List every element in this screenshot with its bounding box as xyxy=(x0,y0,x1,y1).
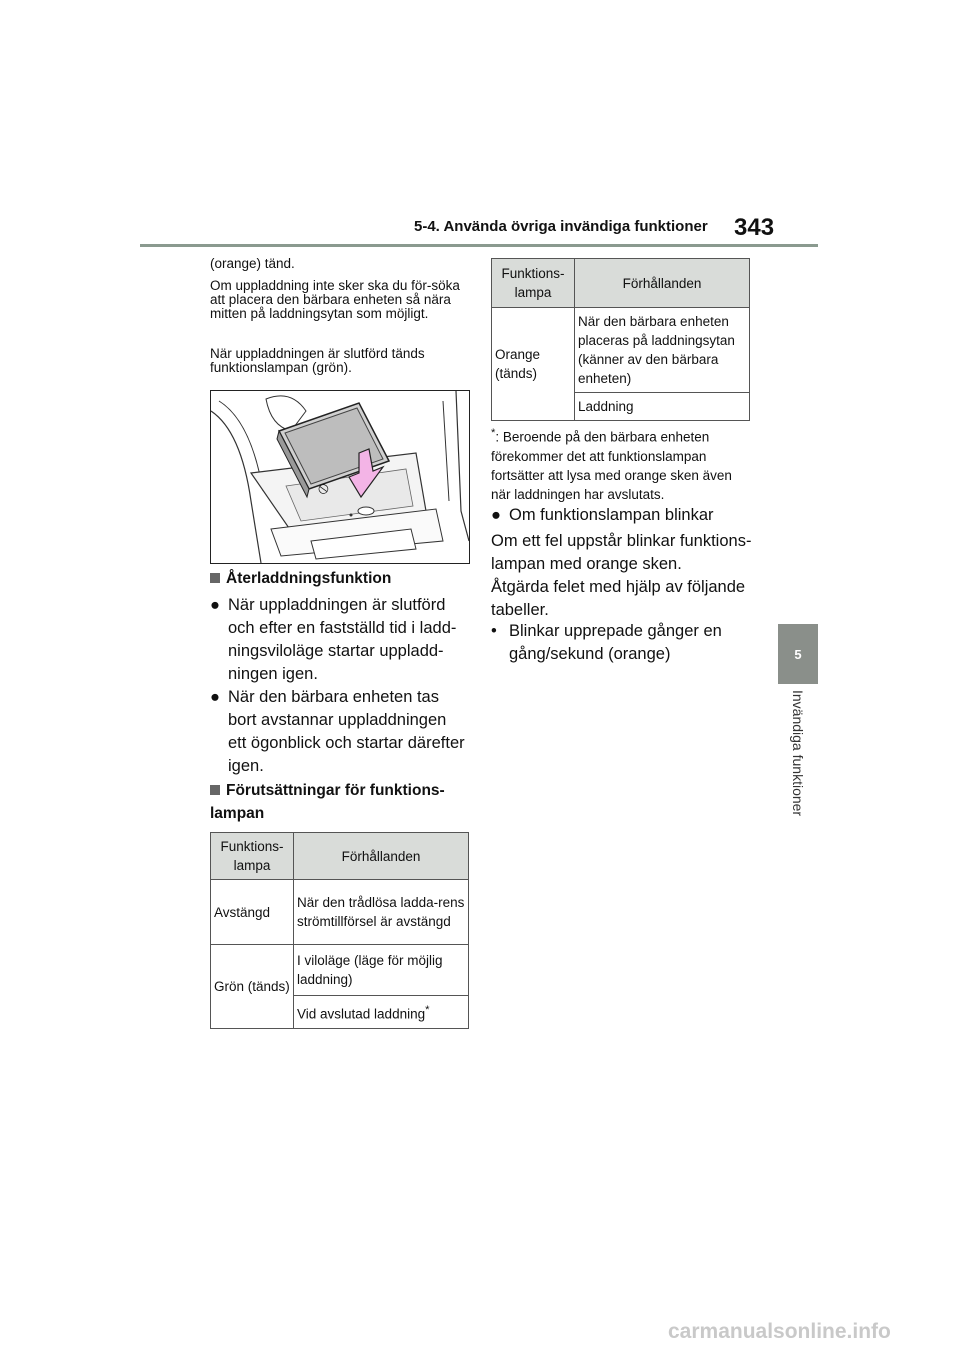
watermark: carmanualsonline.info xyxy=(668,1320,891,1343)
paragraph-fix: Åtgärda felet med hjälp av följande tabeller. xyxy=(491,578,746,619)
section-title: 5-4. Använda övriga invändiga funktioner xyxy=(414,218,708,235)
list-item-blink-pattern-text: Blinkar upprepade gånger en gång/sekund (orange) xyxy=(509,622,722,663)
bullet-lamp-blinking xyxy=(491,504,751,527)
bullet-dot-icon: ● xyxy=(210,596,220,614)
bullet-recharge-2-text: När den bärbara enheten tas bort avstannar uppladdningen ett ögonblick och startar därefter igen. xyxy=(228,688,465,775)
paragraph-placement-tip: Om uppladdning inte sker ska du för-söka att placera den bärbara enheten så nära mitten på laddningsytan som möjligt. xyxy=(210,278,460,321)
chapter-side-label xyxy=(778,690,818,840)
heading-lamp-conditions xyxy=(210,779,460,825)
footnote-text: : Beroende på den bärbara enheten förekommer det att funktionslampan fortsätter att lysa med orange sken även när laddningen har avslutats. xyxy=(491,429,732,502)
bullet-recharge-1-text: När uppladdningen är slutförd och efter en fastställd tid i ladd-ningsviloläge startar uppladd-ningen igen. xyxy=(228,596,457,683)
svg-text:⦸: ⦸ xyxy=(316,477,330,498)
bullet-recharge-2 xyxy=(210,686,465,778)
cell-condition-complete-text: Vid avslutad laddning xyxy=(297,1006,426,1022)
heading-lamp-conditions-text: Förutsättningar för funktions-lampan xyxy=(210,782,445,822)
column-header-lamp: Funktions-lampa xyxy=(211,833,294,880)
list-bullet-icon: • xyxy=(491,622,497,640)
column-header-conditions: Förhållanden xyxy=(294,833,469,880)
charging-illustration xyxy=(210,390,470,564)
table-header-row xyxy=(211,833,469,880)
cell-lamp-green: Grön (tänds) xyxy=(211,945,294,1029)
paragraph-completed: När uppladdningen är slutförd tänds funktionslampan (grön). xyxy=(210,346,425,375)
heading-recharge xyxy=(210,567,465,590)
cell-condition-charging: Laddning xyxy=(575,393,750,421)
table-row xyxy=(211,880,469,945)
table-row xyxy=(492,308,750,393)
chapter-tab xyxy=(778,624,818,684)
square-bullet-icon xyxy=(210,785,220,795)
chapter-label: Invändiga funktioner xyxy=(790,690,806,817)
cell-condition-complete xyxy=(294,996,469,1029)
cell-lamp-orange: Orange (tänds) xyxy=(492,308,575,421)
lamp-table-left xyxy=(210,832,469,1029)
paragraph-error: Om ett fel uppstår blinkar funktions-lampan med orange sken. xyxy=(491,532,752,573)
chapter-number: 5 xyxy=(794,646,802,662)
bullet-recharge-1 xyxy=(210,594,465,686)
phone-on-charger-drawing xyxy=(211,391,469,563)
bullet-lamp-blinking-text: Om funktionslampan blinkar xyxy=(509,506,714,524)
column-header-conditions: Förhållanden xyxy=(575,259,750,308)
cell-condition-standby: I viloläge (läge för möjlig laddning) xyxy=(294,945,469,996)
bullet-dot-icon: ● xyxy=(491,506,501,524)
paragraph-orange-lit: (orange) tänd. xyxy=(210,256,295,271)
header-rule xyxy=(140,244,818,247)
lamp-table-right xyxy=(491,258,750,421)
cell-lamp-off: Avstängd xyxy=(211,880,294,945)
column-header-lamp: Funktions-lampa xyxy=(492,259,575,308)
table-header-row xyxy=(492,259,750,308)
cell-condition-placed: När den bärbara enheten placeras på laddningsytan (känner av den bärbara enheten) xyxy=(575,308,750,393)
footnote-marker: * xyxy=(491,427,496,439)
footnote-marker: * xyxy=(425,1003,430,1016)
heading-recharge-text: Återladdningsfunktion xyxy=(226,570,392,587)
bullet-dot-icon: ● xyxy=(210,688,220,706)
list-item-blink-pattern xyxy=(491,620,751,666)
square-bullet-icon xyxy=(210,573,220,583)
page-number: 343 xyxy=(734,214,775,241)
cell-condition-off: När den trådlösa ladda-rens strömtillförsel är avstängd xyxy=(294,880,469,945)
table-row xyxy=(211,945,469,996)
footnote xyxy=(491,424,741,504)
